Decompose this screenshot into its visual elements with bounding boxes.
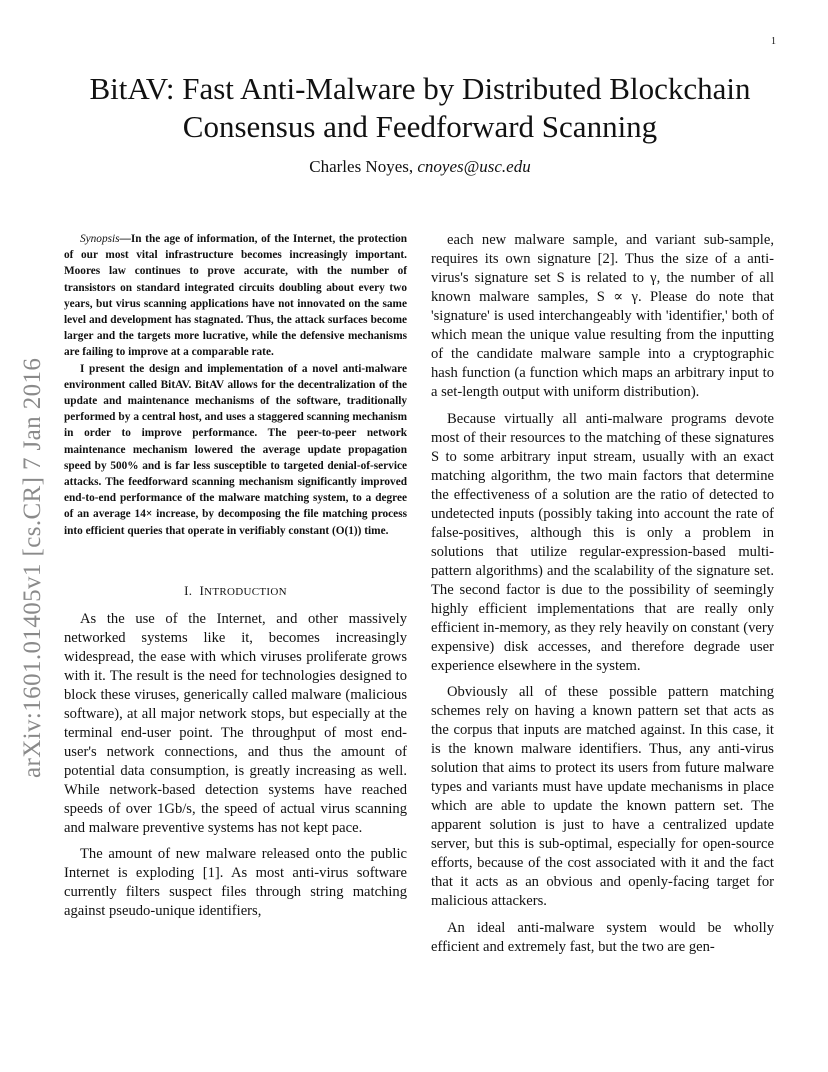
abstract-paragraph-2: I present the design and implementation of a novel anti-malware environment called BitAV. BitAV allows for the decentralization of the update and maintenance mechanisms of the software, traditionally performed by a central host, and uses a staggered scanning mechanism in order to improve performance. The peer-to-peer network maintenance mechanism lowered the average update propagation speed by 500% and is far less susceptible to targeted denial-of-service attacks. The feedforward scanning mechanism significantly improved end-to-end performance of the malware matching system, to a degree of an average 14× increase, by decomposing the file matching process into efficient queries that operate in verifiably constant (O(1)) time. xyxy=(64,362,407,537)
section-title-initial: I xyxy=(199,582,205,598)
body-paragraph: Because virtually all anti-malware programs devote most of their resources to the matching of these signatures S to some arbitrary input stream, usually with an exact matching algorithm, the two main factors that determine the effectiveness of a solution are the ratio of detected to undetected inputs (possibly taking into account the rate of false-positives, although this is only a problem in solutions that utilize regular-expression-based multi-pattern algorithms) and the scalability of the signature set. The second factor is due to the possibility of seemingly highly efficient implementations that are really only efficient in-memory, as they rely heavily on constant (very expensive) disk accesses, and therefore degrade user experience elsewhere in the system. xyxy=(431,410,774,674)
arxiv-identifier-stamp: arXiv:1601.01405v1 [cs.CR] 7 Jan 2016 xyxy=(19,357,46,778)
body-paragraph: The amount of new malware released onto the public Internet is exploding [1]. As most anti-virus software currently filters suspect files through string matching against pseudo-unique identifiers, xyxy=(64,845,407,919)
abstract-text-1: —In the age of information, of the Internet, the protection of our most vital infrastructure becomes increasingly important. Moores law continues to prove accurate, with the number of transistors on standard integrated circuits doubling about every two years, but virus scanning applications have not innovated on the same level and development has stagnated. Thus, the attack surfaces become larger and the targets more lucrative, while the defensive mechanisms are failing to improve at a comparable rate. xyxy=(64,233,407,359)
author-name: Charles Noyes, xyxy=(309,157,418,176)
body-paragraph: each new malware sample, and variant sub-sample, requires its own signature [2]. Thus the size of a anti-virus's signature set S is related to γ, the number of all known malware samples, S ∝ γ. Please do note that 'signature' is used interchangeably with 'identifier,' both of which mean the unique value resulting from the inputting of the candidate malware sample into a cryptographic hash function (a function which maps an arbitrary input to a set-length output with uniform distribution). xyxy=(431,232,774,400)
body-paragraph: Obviously all of these possible pattern matching schemes rely on having a known pattern set that acts as the corpus that inputs are matched against. In this case, it is the known malware identifiers. Thus, any anti-virus solution that aims to protect its users from future malware types and variants must have update mechanisms in place which are able to update the known pattern set. The apparent solution is just to have a centralized update server, but this is sub-optimal, especially for open-source efforts, because of the cost associated with it and the fact that it acts as an obvious and openly-facing target for malicious attackers. xyxy=(431,684,774,909)
left-body-text xyxy=(64,610,407,921)
abstract-label: Synopsis xyxy=(80,233,120,245)
author-email: cnoyes@usc.edu xyxy=(417,157,531,176)
body-paragraph: As the use of the Internet, and other massively networked systems like it, becomes increasingly widespread, the ease with which viruses proliferate grows with it. The result is the need for technologies designed to block these viruses, generically called malware (malicious software), at all major network stops, but especially at the terminal end-user point. The throughput of most end-user's network connections, and thus the amount of potential data consumption, is greatly increasing as well. While network-based detection systems have reached speeds of over 1Gb/s, the speed of actual virus scanning and malware preventive systems has not kept pace. xyxy=(64,610,407,836)
section-number: I. xyxy=(184,582,193,598)
page-number: 1 xyxy=(771,36,776,47)
author-line xyxy=(40,156,800,178)
section-heading-introduction xyxy=(64,583,407,600)
section-title-rest: NTRODUCTION xyxy=(204,585,287,598)
abstract xyxy=(64,231,407,539)
body-paragraph: An ideal anti-malware system would be wholly efficient and extremely fast, but the two are gen- xyxy=(431,919,774,955)
paper-title: BitAV: Fast Anti-Malware by Distributed Blockchain Consensus and Feedforward Scanning xyxy=(89,71,751,144)
abstract-paragraph-1 xyxy=(64,231,407,361)
left-column xyxy=(64,231,407,928)
right-column xyxy=(431,231,774,964)
